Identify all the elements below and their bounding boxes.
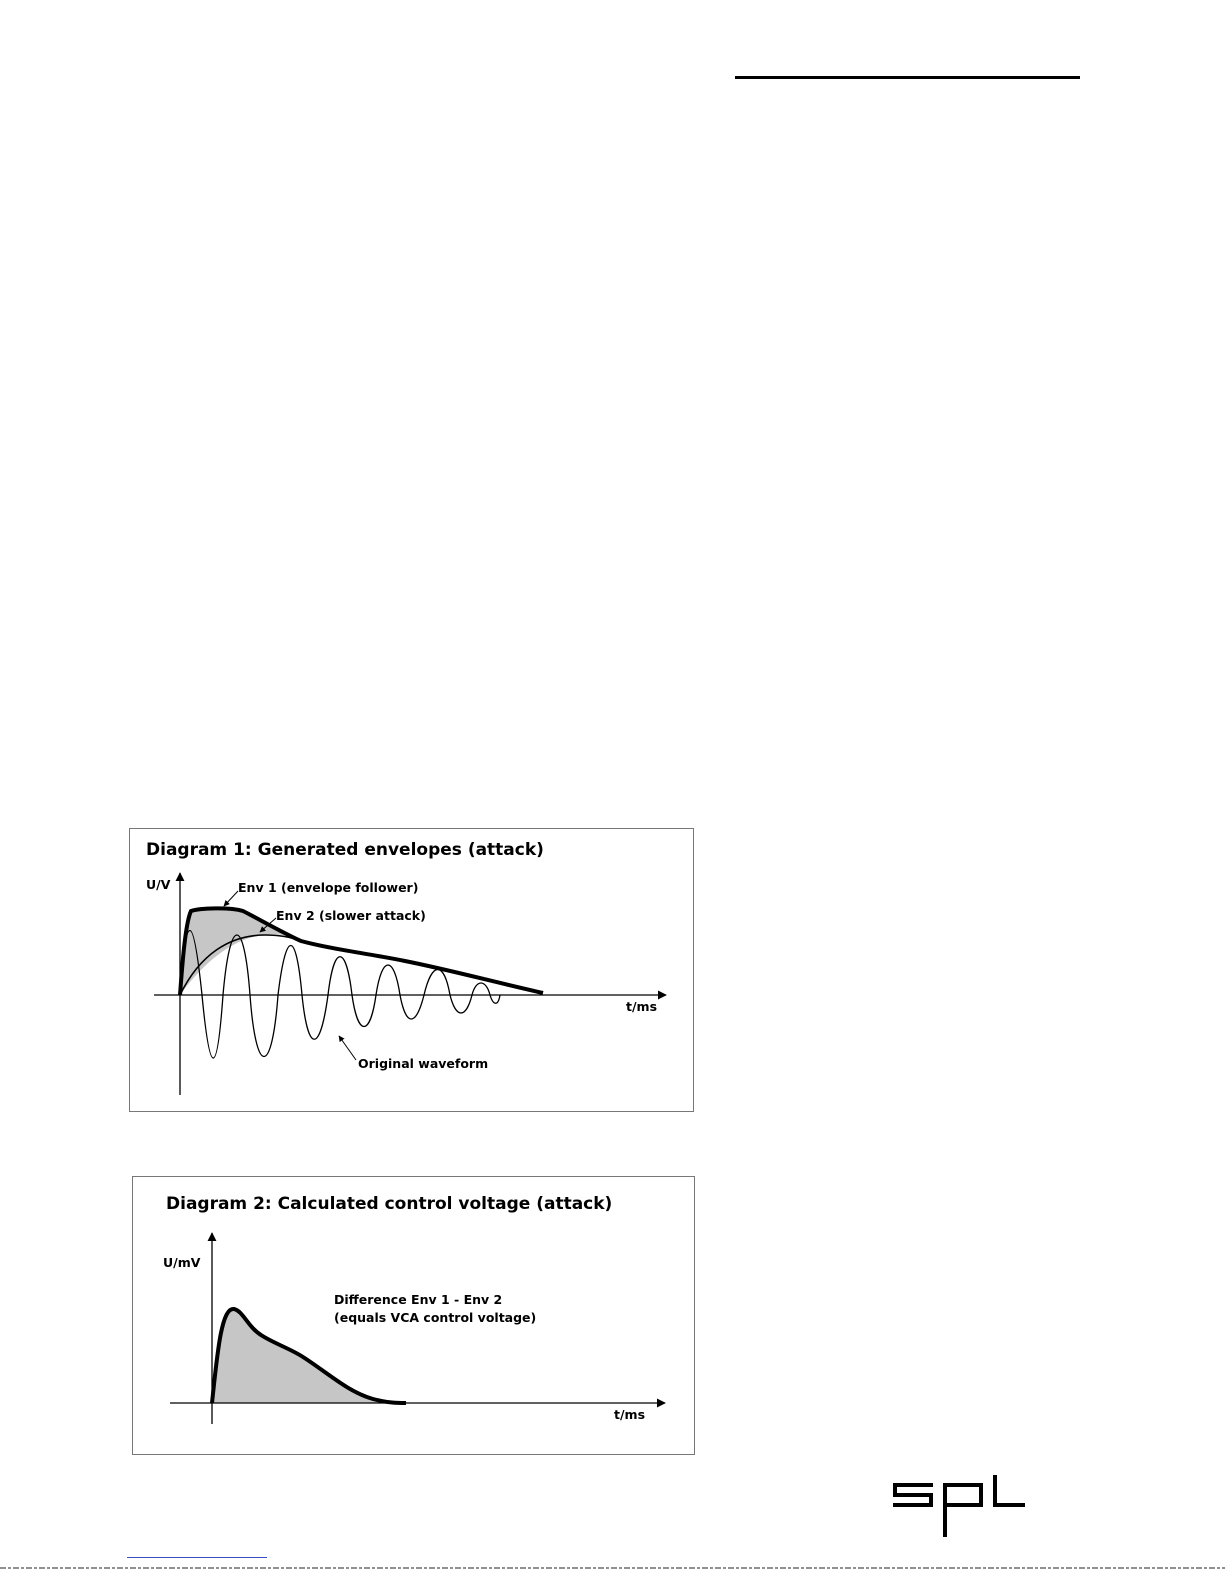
- env-1-label: Env 1 (envelope follower): [238, 880, 419, 895]
- env-2-label: Env 2 (slower attack): [276, 908, 426, 923]
- diagram-1-title: Diagram 1: Generated envelopes (attack): [146, 840, 544, 860]
- spl-logo: [893, 1475, 1025, 1537]
- env-1-pointer: [224, 891, 238, 906]
- diagram-1-x-label: t/ms: [626, 999, 658, 1014]
- diagram-2: [132, 1176, 695, 1455]
- diagram-2-y-label: U/mV: [163, 1255, 201, 1270]
- diagram-1: [129, 828, 694, 1112]
- diagram-2-plot: [133, 1177, 696, 1456]
- header-rule: [735, 76, 1080, 79]
- diagram-2-title: Diagram 2: Calculated control voltage (attack): [166, 1194, 613, 1214]
- waveform-pointer: [339, 1036, 356, 1060]
- diagram-1-plot: [130, 829, 695, 1113]
- waveform-label: Original waveform: [358, 1056, 489, 1071]
- difference-label-line2: (equals VCA control voltage): [334, 1310, 537, 1325]
- difference-label-line1: Difference Env 1 - Env 2: [334, 1292, 503, 1307]
- footer-scan-strip: [0, 1562, 1225, 1574]
- diagram-2-x-label: t/ms: [614, 1407, 646, 1422]
- footer-link-rule: [127, 1557, 267, 1558]
- diagram-1-y-label: U/V: [146, 877, 171, 892]
